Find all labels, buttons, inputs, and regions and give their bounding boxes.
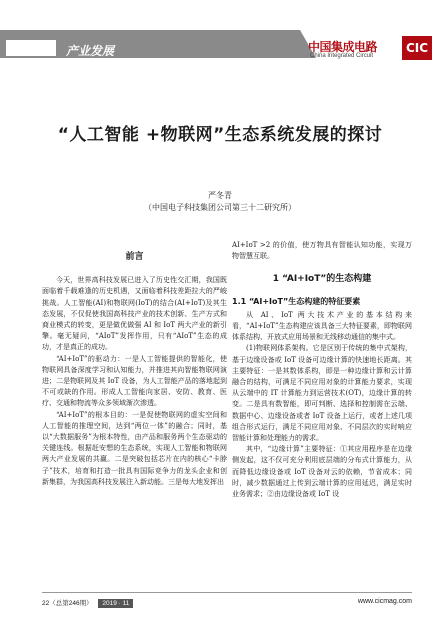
continued-paragraph: AI+IoT >2 的价值，使万物具有智能认知功能，实现万物智慧互联。 [232, 241, 412, 261]
subsection-heading-1-1: 1.1 “AI+IoT”生态构建的特征要素 [232, 296, 361, 306]
author-name: 严冬青 [208, 191, 232, 200]
footer-website[interactable]: www.cicmag.com [357, 598, 412, 605]
footer-date: 2019 · 11 [98, 599, 133, 608]
body-paragraph-2: (1)物联网体系架构。它是区别于传统的集中式架构，基于边缘设备或 IoT 设备可边缘计算的快速地长距离。其主要特征：一是其数体系构，即是一种边缘计算和云计算融合的结构，可满足不同应用对象的计算能力要求，实现从云端中的 IT 计算能力到运营技术(OT)，边缘计算的转变。二是具有数智能，即可判断、选择和控制需在云端、数据中心、边缘设备或者 IoT 设备上运行，或者上述几项组合形式运行，满足不同应用对象、不同层次的实时响应智能计算和处理能力的需求。 [232, 344, 412, 443]
footer-issue: 22（总第246期） [42, 600, 93, 607]
logo-chinese-name: 中国集成电路 [308, 40, 378, 54]
intro-heading: 前言 [125, 252, 144, 262]
logo-english-name: China Integrated Circuit [310, 53, 374, 59]
intro-paragraph-3: “AI+IoT”的根本目的：一是促使物联网的虚实空间和人工智能的推理空间，达到“两位一体”的融合；同时，基以“大数据服务”为根本特性，由产品和服务两个生态驱动的关键连线。根据赶安想的生态系统，实现人工智能和物联网两大产业发展的共赢。二是突破包括芯片在内的核心“卡脖子”技术，培育和打造一批具有国际竞争力的龙头企业和创新集群，为我国高科技发展注入新动能。三是每大地发挥出 [42, 410, 227, 486]
intro-paragraph-1: 今天，世界高科技发展已进入了历史性交汇期，我国既面临着千载难逢的历史机遇，又面临着科技差距拉大的严峻挑战。人工智能(AI)和物联网(IoT)的结合(AI+IoT)及其生态发展，不仅促使我国高科技产业的技术创新、生产方式和商业模式的转变，更是做优做强 AI 和 IoT 两大产业的新引擎。毫无疑问，“AIoT”发挥作用，只有“AIoT”生态的成功，才是真正的成功。 [42, 276, 227, 352]
journal-logo [308, 36, 436, 62]
body-paragraph-1: 从 AI、IoT 两大技术产业的基本结构来看，“AI+IoT”生态构建应该具备三大特征要素，即物联网体系结构、开放式应用场景和无线移动通信的集中式。 [232, 310, 412, 342]
page-header [0, 0, 440, 60]
section-heading-1: 1 “AI+IoT”的生态构建 [272, 274, 372, 285]
logo-mark: CIC [402, 36, 432, 60]
section-label: 产业发展 [66, 44, 115, 58]
right-column [232, 240, 412, 500]
body-paragraph-3: 其中，“边缘计算”主要特征：①其应用程序是在边缘侧发起，这不仅可充分利用底层端的分布式计算能力，从而降低边缘设备或 IoT 设备对云的依赖，节省成本；同时，减少数据通过上传到云端计算的应用延迟，满足实时业务需求；②由边缘设备或 IoT 设 [232, 445, 412, 499]
author-affiliation: （中国电子科技集团公司第三十二研究所） [144, 203, 296, 212]
intro-paragraph-2: “AI+IoT”的驱动力：一是人工智能提供的智能化，使物联网具备深度学习和认知能力，并推进其向智能物联网演进；二是物联网及其 IoT 设备，为人工智能产品的落地起到不可或缺的作用。形成人工智能向家居、安防、教育、医疗、交通和物流等众多领域渐次渗透。 [42, 354, 227, 408]
article-title: “人工智能 +物联网”生态系统发展的探讨 [57, 125, 383, 145]
left-column [42, 240, 227, 488]
footer-divider [42, 592, 412, 593]
footer-issue-info [42, 598, 133, 608]
section-tag-block [6, 40, 56, 56]
